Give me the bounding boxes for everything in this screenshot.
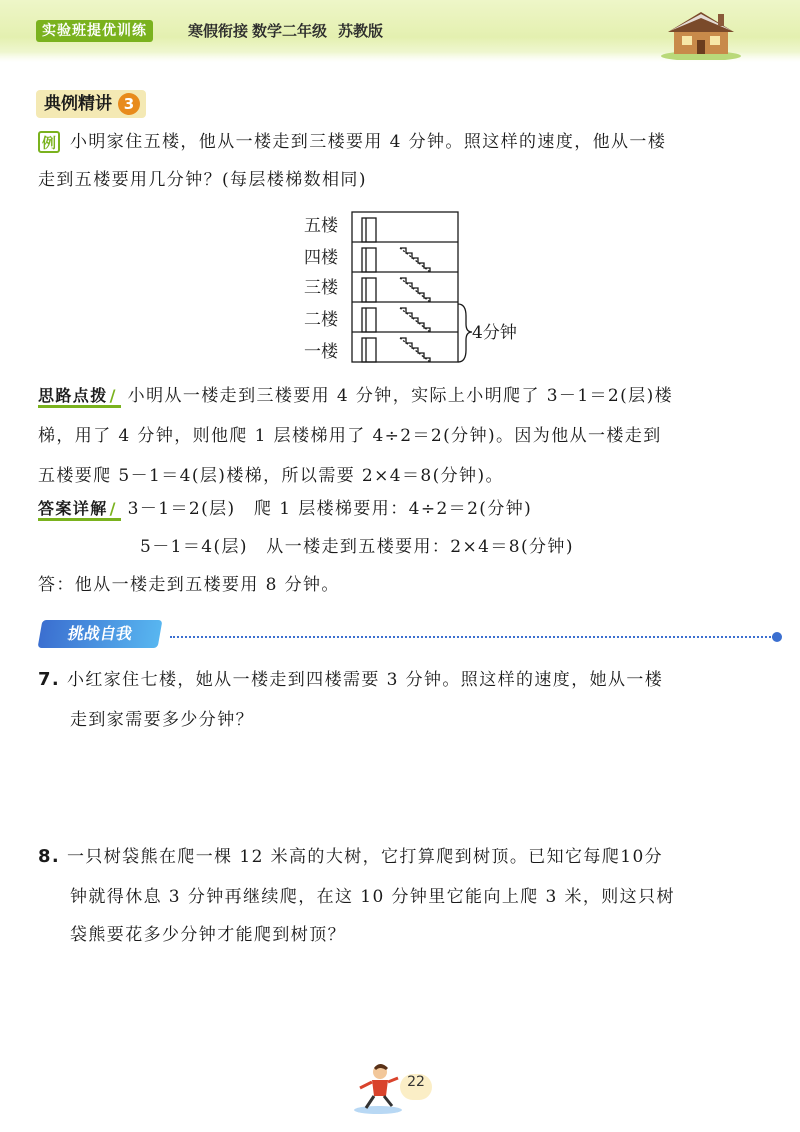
answer-text-1: 3－1＝2(层) 爬 1 层楼梯要用：4÷2＝2(分钟) [127,499,533,519]
house-icon [660,6,742,60]
answer-line-2: 5－1＝4(层) 从一楼走到五楼要用：2×4＝8(分钟) [140,537,574,557]
header-subject: 数学二年级 [252,22,328,40]
example-mark: 例 [38,131,60,153]
challenge-banner: 挑战自我 [38,620,163,648]
question-8-line-3: 袋熊要花多少分钟才能爬到树顶？ [70,925,346,945]
brace [458,304,472,362]
example-line-1: 小明家住五楼，他从一楼走到三楼要用 4 分钟。照这样的速度，他从一楼 [70,132,667,152]
header-subtitle: 寒假衔接 [188,22,249,40]
floor-label-3: 三楼 [304,278,338,298]
hint-text-1: 小明从一楼走到三楼要用 4 分钟，实际上小明爬了 3－1＝2(层)楼 [127,386,674,406]
question-8-text-1: 一只树袋熊在爬一棵 12 米高的大树，它打算爬到树顶。已知它每爬10分 [66,847,664,867]
section-title [36,90,146,118]
example-line-2: 走到五楼要用几分钟？(每层楼梯数相同) [38,170,367,190]
challenge-divider-dot [772,632,782,642]
floor-label-5: 五楼 [304,216,338,236]
floor-label-4: 四楼 [304,248,338,268]
header-edition: 苏教版 [338,22,384,40]
section-number-badge: 3 [118,93,140,115]
answer-line-1 [38,492,532,526]
stairs-diagram [300,208,540,368]
question-7-line-1 [38,663,663,697]
question-8-line-1 [38,840,663,874]
answer-conclusion: 答：他从一楼走到五楼要用 8 分钟。 [38,575,340,595]
challenge-divider [170,636,774,638]
question-8-line-2: 钟就得休息 3 分钟再继续爬，在这 10 分钟里它能向上爬 3 米，则这只树 [70,887,675,907]
hint-line-1 [38,379,673,413]
hint-line-3: 五楼要爬 5－1＝4(层)楼梯，所以需要 2×4＝8(分钟)。 [38,466,504,486]
question-7-number: 7. [38,669,61,690]
building-outline [352,212,472,362]
floor-label-2: 二楼 [304,310,338,330]
section-title-text: 典例精讲 [44,94,112,114]
answer-label: 答案详解 / [38,499,121,521]
series-badge: 实验班提优训练 [36,20,153,42]
question-7-line-2: 走到家需要多少分钟？ [70,710,254,730]
page-number: 22 [400,1074,432,1100]
question-8-number: 8. [38,846,61,867]
floor-labels [304,216,339,362]
brace-label: 4分钟 [472,323,517,343]
floor-label-1: 一楼 [304,342,338,362]
hint-line-2: 梯，用了 4 分钟，则他爬 1 层楼梯用了 4÷2＝2(分钟)。因为他从一楼走到 [38,426,662,446]
hint-label: 思路点拨 / [38,386,121,408]
question-7-text-1: 小红家住七楼，她从一楼走到四楼需要 3 分钟。照这样的速度，她从一楼 [66,670,664,690]
skater-figure-icon [352,1060,404,1116]
